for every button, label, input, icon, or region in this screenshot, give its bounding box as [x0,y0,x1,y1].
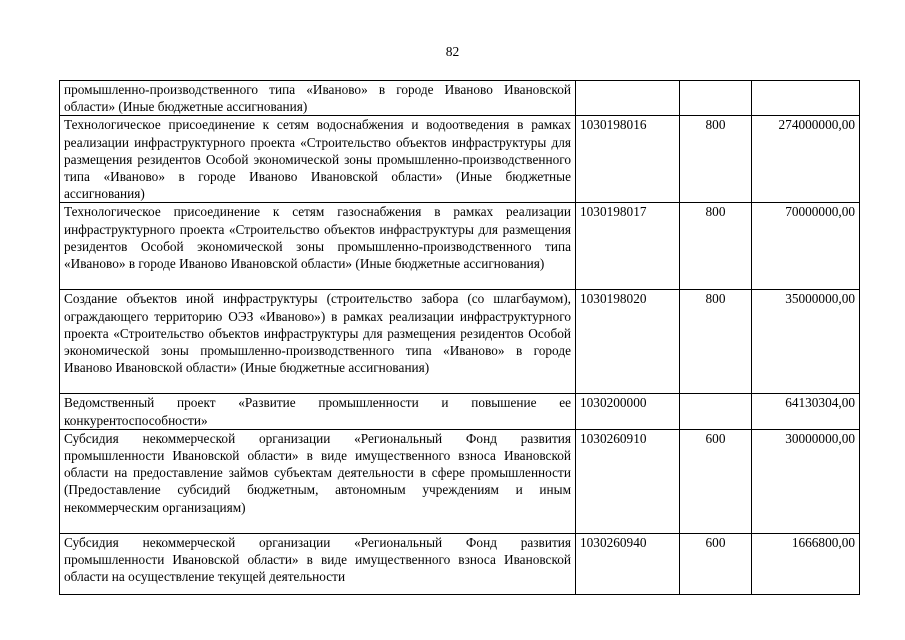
row-name-cell [60,203,576,290]
page-number: 82 [445,44,460,59]
row-amount-cell: 35000000,00 [752,290,860,394]
row-name: Создание объектов иной инфраструктуры (строительство забора (со шлагбаумом), ограждающего территорию ОЭЗ «Иваново») в рамках реализации инфраструктурного проекта «Строительство объектов инфраструктуры для размещения резидентов Особой экономической зоны промышленно-производственного типа «Иваново» в городе Иваново Ивановской области» (Иные бюджетные ассигнования) [64,291,571,376]
row-name: промышленно-производственного типа «Иваново» в городе Иваново Ивановской области» (Иные бюджетные ассигнования) [64,82,571,115]
row-name-cell [60,429,576,533]
row-type-cell: 800 [680,116,752,203]
table-row [60,533,860,594]
row-code-cell: 1030198020 [576,290,680,394]
row-type-cell [680,81,752,116]
table-row [60,116,860,203]
row-amount-cell: 1666800,00 [752,533,860,594]
row-amount-cell: 70000000,00 [752,203,860,290]
row-type-cell: 800 [680,290,752,394]
row-name-cell [60,394,576,429]
row-amount-cell: 274000000,00 [752,116,860,203]
row-name: Технологическое присоединение к сетям газоснабжения в рамках реализации инфраструктурного проекта «Строительство объектов инфраструктуры для размещения резидентов Особой экономической зоны промышленно-производственного типа «Иваново» в городе Иваново Ивановской области» (Иные бюджетные ассигнования) [64,204,571,272]
row-name-cell [60,116,576,203]
table-row [60,81,860,116]
row-code-cell [576,81,680,116]
row-code-cell: 1030198017 [576,203,680,290]
table-row [60,429,860,533]
row-code-cell: 1030200000 [576,394,680,429]
row-type-cell: 800 [680,203,752,290]
row-name-cell [60,533,576,594]
budget-table [59,80,860,595]
row-name-cell [60,290,576,394]
row-name: Субсидия некоммерческой организации «Региональный Фонд развития промышленности Ивановской области» в виде имущественного взноса Ивановской области на предоставление займов субъектам деятельности в сфере промышленности (Предоставление субсидий бюджетным, автономным учреждениям и иным некоммерческим организациям) [64,430,571,515]
row-amount-cell [752,81,860,116]
row-code-cell: 1030260940 [576,533,680,594]
row-type-cell [680,394,752,429]
table-row [60,203,860,290]
row-code-cell: 1030260910 [576,429,680,533]
table-row [60,394,860,429]
row-name: Субсидия некоммерческой организации «Региональный Фонд развития промышленности Ивановской области» в виде имущественного взноса Ивановской области на осуществление текущей деятельности [64,534,571,585]
row-amount-cell: 64130304,00 [752,394,860,429]
row-code-cell: 1030198016 [576,116,680,203]
row-name-cell [60,81,576,116]
row-type-cell: 600 [680,429,752,533]
row-amount-cell: 30000000,00 [752,429,860,533]
table-row [60,290,860,394]
row-name: Ведомственный проект «Развитие промышленности и повышение ее конкурентоспособности» [64,395,571,428]
row-type-cell: 600 [680,533,752,594]
row-name: Технологическое присоединение к сетям водоснабжения и водоотведения в рамках реализации инфраструктурного проекта «Строительство объектов инфраструктуры для размещения резидентов Особой экономической зоны промышленно-производственного типа «Иваново» в городе Иваново Ивановской области» (Иные бюджетные ассигнования) [64,117,571,202]
